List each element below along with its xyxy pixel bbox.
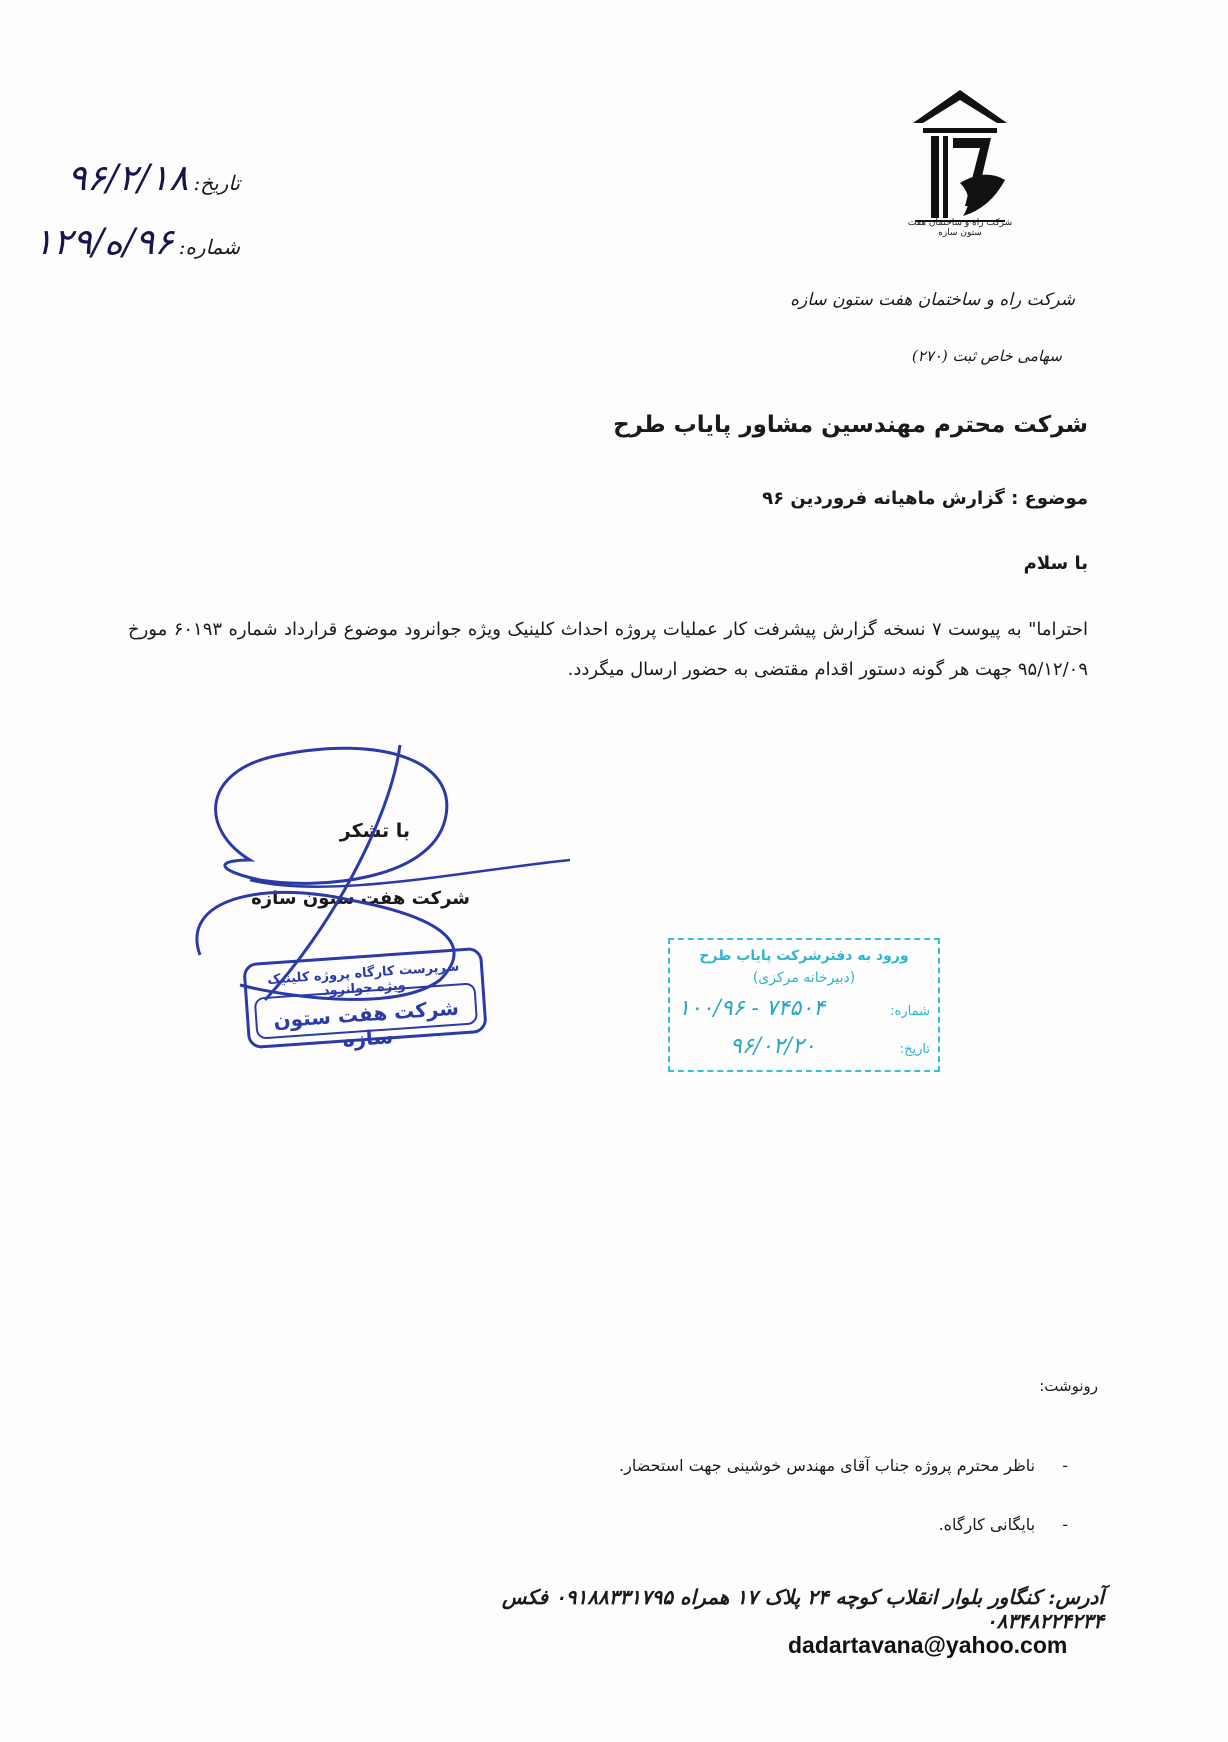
copies-item-text: بایگانی کارگاه. [938,1515,1036,1534]
copies-item-2 [500,1515,1068,1534]
footer-address: آدرس: کنگاور بلوار انقلاب کوچه ۲۴ پلاک ۱۷ همراه ۰۹۱۸۸۳۳۱۷۹۵ فکس ۰۸۳۴۸۲۲۴۲۳۴ [501,1585,1104,1633]
stamp-cyan-title2: (دبیرخانه مرکزی) [752,970,856,986]
date-label: تاریخ: [193,171,240,195]
supervisor-stamp [242,947,487,1050]
copies-bullet: - [1062,1456,1068,1475]
company-logo-icon [905,88,1015,238]
copies-bullet: - [1062,1515,1068,1534]
stamp-blue-line2: شرکت هفت ستون سازه [272,995,460,1052]
stamp-blue-line1: سرپرست کارگاه پروژه کلینیک ویژه جوانرود [266,959,460,999]
stamp-cyan-date-label: تاریخ: [899,1042,930,1057]
signature-thanks: با تشکر [339,820,410,842]
copies-title: رونوشت: [1039,1377,1098,1395]
logo-caption: شرکت راه و ساختمان هفت ستون سازه [907,218,1013,238]
stamp-cyan-number-label: شماره: [890,1004,930,1019]
letter-body: احتراما" به پیوست ۷ نسخه گزارش پیشرفت کار عملیات پروژه احداث کلینیک ویژه جوانرود موضوع قرارداد شماره ۶۰۱۹۳ مورخ ۹۵/۱۲/۰۹ جهت هر گونه دستور اقدام مقتضی به حضور ارسال میگردد. [128,619,1088,680]
date-row [40,158,240,199]
stamp-cyan-title1: ورود به دفترشرکت پایاب طرح [699,948,909,964]
date-value: ۹۶/۲/۱۸ [67,158,189,199]
stamp-cyan-date-value: ۹۶/۰۲/۲۰ [730,1034,816,1059]
number-value: ۹۶/ه/۱۲۹ [33,222,174,263]
subject: موضوع : گزارش ماهیانه فروردین ۹۶ [762,488,1088,509]
copies-item-text: ناظر محترم پروژه جناب آقای مهندس خوشینی جهت استحضار. [619,1456,1036,1475]
company-registration-line: سهامی خاص ثبت (۲۷۰) [911,347,1062,365]
stamp-cyan-number-value: ۱۰۰/۹۶ - ۷۴۵۰۴ [678,996,825,1021]
greeting: با سلام [1023,553,1088,574]
number-row [14,222,240,263]
recipient: شرکت محترم مهندسین مشاور پایاب طرح [613,412,1088,438]
receipt-stamp [668,938,940,1072]
copies-item-1 [500,1456,1068,1475]
company-name-line: شرکت راه و ساختمان هفت ستون سازه [790,290,1075,310]
signature-company: شرکت هفت ستون سازه [251,888,470,909]
number-label: شماره: [178,235,240,259]
footer-email: dadartavana@yahoo.com [788,1632,1068,1658]
